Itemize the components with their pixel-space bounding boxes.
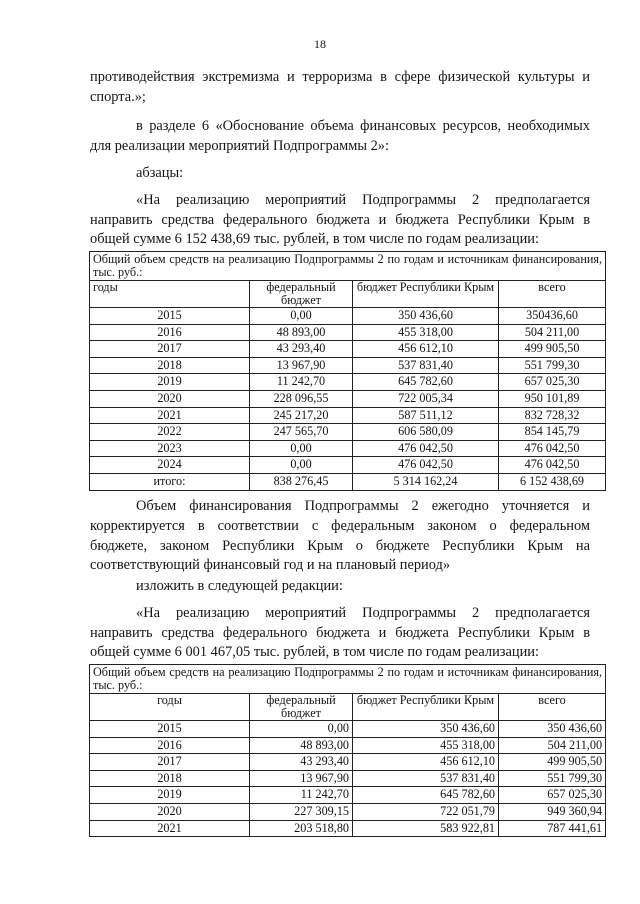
federal-cell: 838 276,45 [250, 473, 353, 490]
paragraph-line: противодействия экстремизма и терроризма в сфере физической культуры и [90, 69, 590, 85]
total-cell: 350 436,60 [499, 721, 606, 738]
year-cell: 2023 [90, 440, 250, 457]
paragraph-line: «На реализацию мероприятий Подпрограммы 2 предполагается [136, 605, 590, 621]
table-row [90, 308, 606, 325]
regional-cell: 537 831,40 [353, 357, 499, 374]
table-row [90, 803, 606, 820]
federal-cell: 43 293,40 [250, 754, 353, 771]
paragraph-line: корректируется в соответствии с федеральным законом о федеральном [90, 518, 590, 534]
total-cell: 6 152 438,69 [499, 473, 606, 490]
paragraph-line: направить средства федерального бюджета и бюджета Республики Крым в [90, 212, 590, 228]
paragraph-line: общей сумме 6 001 467,05 тыс. рублей, в том числе по годам реализации: [90, 644, 539, 660]
paragraph-line: для реализации мероприятий Подпрограммы 2»: [90, 138, 389, 154]
federal-cell: 48 893,00 [250, 324, 353, 341]
regional-cell: 476 042,50 [353, 457, 499, 474]
table-caption: Общий объем средств на реализацию Подпрограммы 2 по годам и источникам финансирования, тыс. руб.: [90, 252, 606, 281]
paragraph-line: общей сумме 6 152 438,69 тыс. рублей, в том числе по годам реализации: [90, 231, 539, 247]
total-cell: 499 905,50 [499, 754, 606, 771]
year-cell: 2015 [90, 721, 250, 738]
year-cell: 2015 [90, 308, 250, 325]
year-cell: 2020 [90, 390, 250, 407]
total-cell: 504 211,00 [499, 324, 606, 341]
regional-cell: 455 318,00 [353, 324, 499, 341]
year-cell: 2022 [90, 424, 250, 441]
federal-cell: 247 565,70 [250, 424, 353, 441]
federal-cell: 227 309,15 [250, 803, 353, 820]
regional-cell: 456 612,10 [353, 341, 499, 358]
paragraph-line: Объем финансирования Подпрограммы 2 ежегодно уточняется и [136, 498, 590, 514]
year-cell: 2021 [90, 407, 250, 424]
total-cell: 504 211,00 [499, 737, 606, 754]
year-cell: 2017 [90, 341, 250, 358]
table-total-row [90, 473, 606, 490]
federal-cell: 11 242,70 [250, 374, 353, 391]
year-cell: 2016 [90, 324, 250, 341]
column-header: федеральный бюджет [250, 694, 353, 721]
table-row [90, 357, 606, 374]
total-cell: 787 441,61 [499, 820, 606, 837]
table-row [90, 440, 606, 457]
federal-cell: 203 518,80 [250, 820, 353, 837]
year-cell: 2019 [90, 374, 250, 391]
table-row [90, 390, 606, 407]
total-cell: 949 360,94 [499, 803, 606, 820]
regional-cell: 537 831,40 [353, 770, 499, 787]
column-header: всего [499, 281, 606, 308]
paragraph-line: «На реализацию мероприятий Подпрограммы 2 предполагается [136, 192, 590, 208]
total-cell: 350436,60 [499, 308, 606, 325]
regional-cell: 5 314 162,24 [353, 473, 499, 490]
total-cell: 499 905,50 [499, 341, 606, 358]
regional-cell: 350 436,60 [353, 721, 499, 738]
regional-cell: 645 782,60 [353, 787, 499, 804]
financing-table-old [89, 251, 606, 491]
column-header: годы [90, 281, 250, 308]
paragraph-line: направить средства федерального бюджета и бюджета Республики Крым в [90, 625, 590, 641]
federal-cell: 245 217,20 [250, 407, 353, 424]
regional-cell: 606 580,09 [353, 424, 499, 441]
regional-cell: 476 042,50 [353, 440, 499, 457]
page-number: 18 [314, 37, 326, 51]
total-cell: 950 101,89 [499, 390, 606, 407]
federal-cell: 13 967,90 [250, 357, 353, 374]
federal-cell: 0,00 [250, 308, 353, 325]
federal-cell: 13 967,90 [250, 770, 353, 787]
year-cell: 2016 [90, 737, 250, 754]
table-row [90, 424, 606, 441]
year-cell: 2020 [90, 803, 250, 820]
federal-cell: 11 242,70 [250, 787, 353, 804]
table-row [90, 324, 606, 341]
year-cell: 2021 [90, 820, 250, 837]
federal-cell: 43 293,40 [250, 341, 353, 358]
year-cell: 2019 [90, 787, 250, 804]
federal-cell: 0,00 [250, 457, 353, 474]
table-row [90, 407, 606, 424]
year-cell: 2017 [90, 754, 250, 771]
paragraph-line: соответствующий финансовый год и на плановый период» [90, 557, 451, 573]
paragraph-line: абзацы: [136, 165, 184, 181]
column-header: всего [499, 694, 606, 721]
table-row [90, 770, 606, 787]
total-cell: 657 025,30 [499, 374, 606, 391]
column-header: годы [90, 694, 250, 721]
total-cell: 476 042,50 [499, 457, 606, 474]
regional-cell: 722 051,79 [353, 803, 499, 820]
table-row [90, 820, 606, 837]
table-row [90, 787, 606, 804]
paragraph-line: изложить в следующей редакции: [136, 578, 343, 594]
regional-cell: 645 782,60 [353, 374, 499, 391]
federal-cell: 228 096,55 [250, 390, 353, 407]
table-row [90, 457, 606, 474]
paragraph-line: спорта.»; [90, 89, 146, 105]
federal-cell: 0,00 [250, 721, 353, 738]
regional-cell: 456 612,10 [353, 754, 499, 771]
regional-cell: 722 005,34 [353, 390, 499, 407]
total-cell: 657 025,30 [499, 787, 606, 804]
table-row [90, 721, 606, 738]
year-cell: 2018 [90, 770, 250, 787]
total-cell: 476 042,50 [499, 440, 606, 457]
column-header: бюджет Республики Крым [353, 281, 499, 308]
federal-cell: 48 893,00 [250, 737, 353, 754]
financing-table-new [89, 664, 606, 837]
regional-cell: 587 511,12 [353, 407, 499, 424]
year-cell: 2018 [90, 357, 250, 374]
table-caption: Общий объем средств на реализацию Подпрограммы 2 по годам и источникам финансирования, тыс. руб.: [90, 665, 606, 694]
table-row [90, 341, 606, 358]
regional-cell: 583 922,81 [353, 820, 499, 837]
paragraph-line: в разделе 6 «Обоснование объема финансовых ресурсов, необходимых [136, 118, 590, 134]
table-row [90, 754, 606, 771]
total-label-cell: итого: [90, 473, 250, 490]
table-row [90, 737, 606, 754]
total-cell: 551 799,30 [499, 770, 606, 787]
column-header: федеральный бюджет [250, 281, 353, 308]
regional-cell: 455 318,00 [353, 737, 499, 754]
column-header: бюджет Республики Крым [353, 694, 499, 721]
regional-cell: 350 436,60 [353, 308, 499, 325]
total-cell: 832 728,32 [499, 407, 606, 424]
total-cell: 551 799,30 [499, 357, 606, 374]
year-cell: 2024 [90, 457, 250, 474]
total-cell: 854 145,79 [499, 424, 606, 441]
paragraph-line: бюджете, законом Республики Крым о бюджете Республики Крым на [90, 538, 590, 554]
table-row [90, 374, 606, 391]
federal-cell: 0,00 [250, 440, 353, 457]
